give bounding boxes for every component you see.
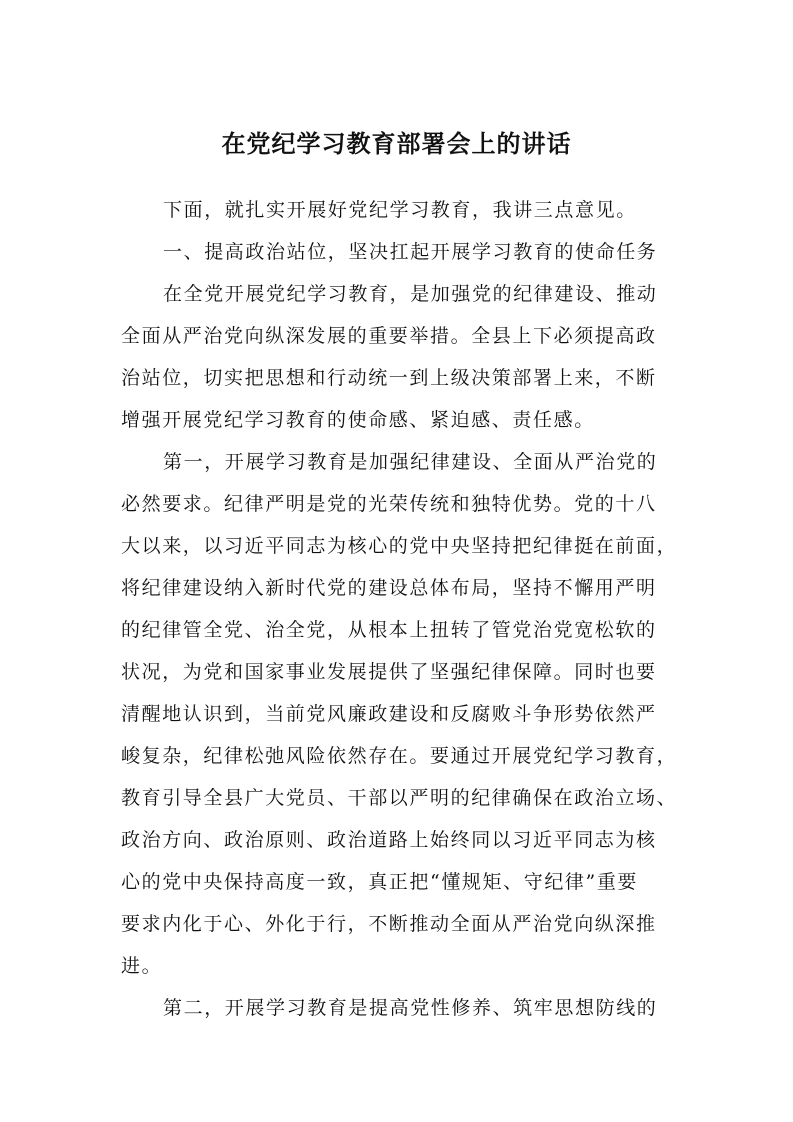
paragraph-line: 清醒地认识到，当前党风廉政建设和反腐败斗争形势依然严	[121, 703, 657, 725]
section-heading-line: 一、提高政治站位，坚决扛起开展学习教育的使命任务	[163, 241, 658, 263]
paragraph-line: 心的党中央保持高度一致，真正把“懂规矩、守纪律”重要	[121, 871, 639, 893]
paragraph-line: 峻复杂，纪律松弛风险依然存在。要通过开展党纪学习教育，	[121, 745, 678, 767]
paragraph-line: 状况，为党和国家事业发展提供了坚强纪律保障。同时也要	[121, 661, 657, 683]
paragraph-line: 必然要求。纪律严明是党的光荣传统和独特优势。党的十八	[121, 493, 657, 515]
paragraph-line: 教育引导全县广大党员、干部以严明的纪律确保在政治立场、	[121, 787, 678, 809]
paragraph-line: 全面从严治党向纵深发展的重要举措。全县上下必须提高政	[121, 325, 657, 347]
paragraph-line: 治站位，切实把思想和行动统一到上级决策部署上来，不断	[121, 367, 657, 389]
paragraph-line: 将纪律建设纳入新时代党的建设总体布局，坚持不懈用严明	[121, 577, 657, 599]
paragraph-line: 大以来，以习近平同志为核心的党中央坚持把纪律挺在前面，	[121, 535, 678, 557]
paragraph-line: 的纪律管全党、治全党，从根本上扭转了管党治党宽松软的	[121, 619, 657, 641]
paragraph-line: 政治方向、政治原则、政治道路上始终同以习近平同志为核	[121, 829, 657, 851]
paragraph-line: 增强开展党纪学习教育的使命感、紧迫感、责任感。	[121, 409, 595, 431]
paragraph-line: 下面，就扎实开展好党纪学习教育，我讲三点意见。	[163, 199, 637, 221]
paragraph-line: 第一，开展学习教育是加强纪律建设、全面从严治党的	[163, 451, 658, 473]
paragraph-line: 在全党开展党纪学习教育，是加强党的纪律建设、推动	[163, 283, 658, 305]
paragraph-line: 进。	[121, 955, 163, 977]
document-title: 在党纪学习教育部署会上的讲话	[221, 130, 572, 158]
paragraph-line: 第二，开展学习教育是提高党性修养、筑牢思想防线的	[163, 997, 658, 1019]
paragraph-line: 要求内化于心、外化于行，不断推动全面从严治党向纵深推	[121, 913, 657, 935]
